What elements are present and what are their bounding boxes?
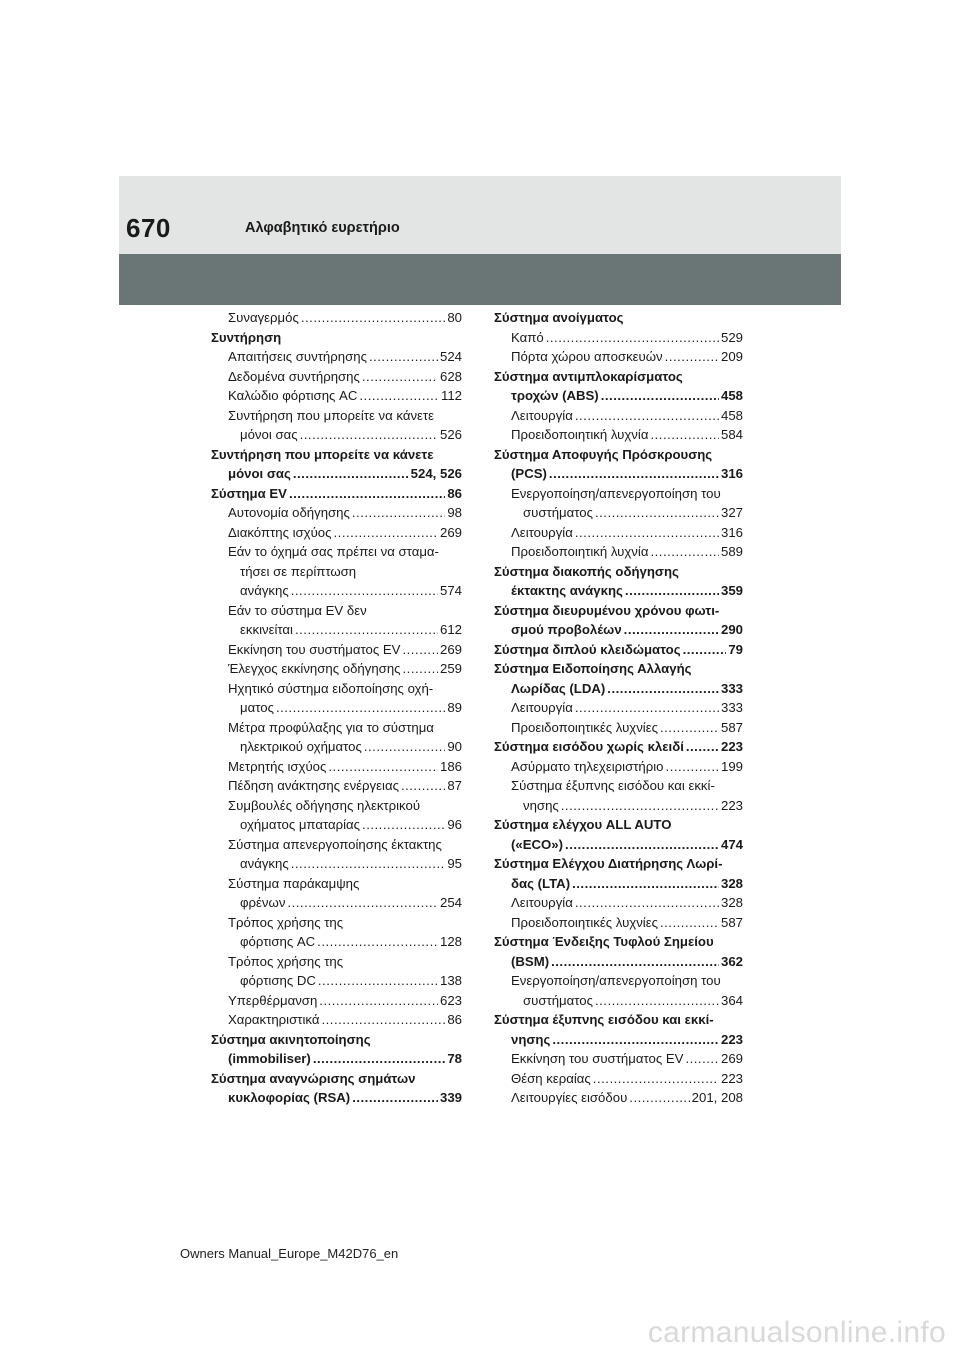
dot-leader bbox=[289, 484, 445, 504]
index-entry bbox=[211, 698, 462, 718]
page-reference: 98 bbox=[447, 505, 462, 520]
dot-leader bbox=[595, 991, 719, 1011]
page-reference: 359 bbox=[720, 583, 743, 598]
dot-leader bbox=[401, 776, 445, 796]
index-term: Συμβουλές οδήγησης ηλεκτρικού bbox=[228, 797, 421, 813]
index-term: Ενεργοποίηση/απενεργοποίηση του bbox=[511, 485, 721, 501]
index-entry bbox=[211, 971, 462, 991]
index-entry bbox=[211, 523, 462, 543]
index-term: Σύστημα ελέγχου ALL AUTO bbox=[494, 817, 672, 832]
page-reference: 458 bbox=[720, 407, 743, 423]
index-entry bbox=[494, 659, 743, 679]
index-term: Καπό bbox=[511, 329, 544, 345]
page-reference: 628 bbox=[439, 368, 462, 384]
index-term: Συντήρηση bbox=[211, 329, 282, 345]
page-reference: 223 bbox=[720, 1070, 743, 1086]
index-term: Σύστημα εισόδου χωρίς κλειδί bbox=[494, 739, 684, 754]
index-term: ανάγκης bbox=[240, 856, 289, 871]
index-term: (immobiliser) bbox=[228, 1051, 311, 1066]
page-reference: 316 bbox=[720, 524, 743, 540]
index-term: (BSM) bbox=[511, 953, 550, 969]
index-entry bbox=[494, 698, 743, 718]
index-term: Διακόπτης ισχύος bbox=[228, 524, 332, 540]
index-term: Έλεγχος εκκίνησης οδήγησης bbox=[228, 661, 401, 676]
dot-leader bbox=[572, 874, 719, 894]
index-term: φρένων bbox=[240, 895, 286, 910]
dot-leader bbox=[575, 698, 719, 718]
index-entry bbox=[211, 835, 462, 855]
index-term: Δεδομένα συντήρησης bbox=[228, 368, 360, 384]
index-term: Τρόπος χρήσης της bbox=[228, 953, 344, 969]
page-reference: 529 bbox=[720, 329, 743, 345]
page-reference: 587 bbox=[720, 914, 743, 930]
index-entry bbox=[494, 542, 743, 562]
page-reference: 186 bbox=[439, 758, 462, 774]
index-entry bbox=[494, 367, 743, 387]
dot-leader bbox=[352, 1088, 438, 1108]
dot-leader bbox=[565, 835, 719, 855]
index-entry bbox=[211, 328, 462, 348]
dot-leader bbox=[625, 581, 719, 601]
index-term: Συναγερμός bbox=[228, 310, 299, 325]
page-reference: 524 bbox=[439, 349, 462, 364]
index-term: Εκκίνηση του συστήματος EV bbox=[511, 1051, 684, 1066]
index-term: Καλώδιο φόρτισης AC bbox=[228, 388, 358, 403]
index-entry bbox=[494, 445, 743, 465]
page-reference: 80 bbox=[447, 310, 462, 325]
index-term: έκτακτης ανάγκης bbox=[511, 583, 623, 598]
index-entry bbox=[494, 796, 743, 816]
index-entry bbox=[211, 308, 462, 328]
page-reference: 78 bbox=[447, 1051, 462, 1066]
index-entry bbox=[211, 757, 462, 777]
dot-leader bbox=[601, 386, 719, 406]
page-reference: 328 bbox=[720, 895, 743, 910]
index-entry bbox=[211, 854, 462, 874]
page-reference: 362 bbox=[720, 953, 743, 969]
index-term: συστήματος bbox=[523, 992, 593, 1008]
index-term: ανάγκης bbox=[240, 583, 289, 598]
index-entry bbox=[494, 308, 743, 328]
index-entry bbox=[211, 620, 462, 640]
index-term: νησης bbox=[523, 797, 559, 813]
dot-leader bbox=[352, 503, 445, 523]
index-term: Σύστημα διευρυμένου χρόνου φωτι- bbox=[494, 602, 720, 618]
index-entry bbox=[211, 581, 462, 601]
index-entry bbox=[211, 874, 462, 894]
page-reference: 526 bbox=[439, 427, 462, 442]
dot-leader bbox=[686, 737, 719, 757]
index-term: μόνοι σας bbox=[240, 427, 298, 442]
index-entry bbox=[211, 562, 462, 582]
index-term: Λειτουργίες εισόδου bbox=[511, 1090, 628, 1105]
page-reference: 612 bbox=[439, 622, 462, 637]
index-term: Πέδηση ανάκτησης ενέργειας bbox=[228, 778, 399, 793]
document-footer: Owners Manual_Europe_M42D76_en bbox=[180, 1246, 399, 1261]
index-entry bbox=[494, 718, 743, 738]
index-entry bbox=[494, 484, 743, 504]
index-term: Λειτουργία bbox=[511, 407, 573, 423]
index-entry bbox=[494, 893, 743, 913]
index-term: Υπερθέρμανση bbox=[228, 992, 318, 1008]
dot-leader bbox=[666, 757, 719, 777]
dot-leader bbox=[575, 523, 719, 543]
index-entry bbox=[211, 1088, 462, 1108]
index-term: Χαρακτηριστικά bbox=[228, 1012, 320, 1027]
dot-leader bbox=[362, 815, 445, 835]
index-term: Απαιτήσεις συντήρησης bbox=[228, 349, 367, 364]
index-entry bbox=[494, 601, 743, 621]
index-term: Σύστημα αναγνώρισης σημάτων bbox=[211, 1070, 416, 1086]
index-entry bbox=[494, 620, 743, 640]
index-term: ηλεκτρικού οχήματος bbox=[240, 739, 362, 754]
index-term: Σύστημα Ειδοποίησης Αλλαγής bbox=[494, 661, 692, 676]
dot-leader bbox=[301, 308, 445, 328]
index-term: Λωρίδας (LDA) bbox=[511, 680, 606, 696]
index-entry bbox=[494, 991, 743, 1011]
index-term: Σύστημα έξυπνης εισόδου και εκκί- bbox=[511, 778, 715, 793]
index-term: Λειτουργία bbox=[511, 700, 573, 715]
index-entry bbox=[211, 406, 462, 426]
index-term: οχήματος μπαταρίας bbox=[240, 817, 361, 832]
dot-leader bbox=[328, 757, 438, 777]
index-term: Αυτονομία οδήγησης bbox=[228, 505, 350, 520]
index-entry bbox=[211, 1030, 462, 1050]
index-entry bbox=[211, 1069, 462, 1089]
index-entry bbox=[494, 328, 743, 348]
dot-leader bbox=[295, 620, 438, 640]
index-entry bbox=[494, 815, 743, 835]
page-reference: 79 bbox=[728, 641, 743, 657]
header-bar bbox=[119, 176, 841, 254]
page-reference: 587 bbox=[720, 719, 743, 735]
index-entry bbox=[494, 640, 743, 660]
dot-leader bbox=[362, 367, 438, 387]
dot-leader bbox=[575, 893, 719, 913]
index-term: Μέτρα προφύλαξης για το σύστημα bbox=[228, 719, 434, 735]
index-term: κυκλοφορίας (RSA) bbox=[228, 1090, 351, 1105]
index-entry bbox=[494, 425, 743, 445]
page-reference: 254 bbox=[439, 895, 462, 910]
dot-leader bbox=[403, 659, 438, 679]
dot-leader bbox=[291, 581, 438, 601]
index-column-left bbox=[211, 308, 462, 1108]
page-reference: 87 bbox=[447, 778, 462, 793]
index-term: φόρτισης DC bbox=[240, 973, 316, 988]
dot-leader bbox=[319, 991, 438, 1011]
index-entry bbox=[494, 737, 743, 757]
page-reference: 259 bbox=[439, 661, 462, 676]
dot-leader bbox=[551, 952, 719, 972]
index-entry bbox=[211, 952, 462, 972]
index-term: νησης bbox=[511, 1031, 551, 1047]
index-column-right bbox=[494, 308, 743, 1108]
dot-leader bbox=[660, 718, 719, 738]
dot-leader bbox=[369, 347, 438, 367]
dot-leader bbox=[607, 679, 719, 699]
page-reference: 86 bbox=[447, 485, 462, 501]
index-term: Μετρητής ισχύος bbox=[228, 758, 327, 774]
page-reference: 112 bbox=[440, 388, 462, 403]
index-entry bbox=[494, 679, 743, 699]
header-band bbox=[119, 254, 841, 305]
index-entry bbox=[494, 386, 743, 406]
index-entry bbox=[211, 932, 462, 952]
index-term: Σύστημα απενεργοποίησης έκτακτης bbox=[228, 836, 442, 852]
index-term: Λειτουργία bbox=[511, 895, 573, 910]
index-term: Προειδοποιητική λυχνία bbox=[511, 544, 649, 559]
dot-leader bbox=[660, 913, 719, 933]
page-reference: 209 bbox=[720, 349, 743, 364]
index-entry bbox=[494, 1010, 743, 1030]
index-term: Σύστημα Ένδειξης Τυφλού Σημείου bbox=[494, 934, 714, 949]
index-entry bbox=[211, 815, 462, 835]
index-entry bbox=[494, 523, 743, 543]
page-reference: 269 bbox=[439, 641, 462, 657]
index-entry bbox=[211, 425, 462, 445]
dot-leader bbox=[685, 1049, 719, 1069]
dot-leader bbox=[291, 854, 446, 874]
index-term: φόρτισης AC bbox=[240, 934, 316, 949]
index-entry bbox=[494, 1049, 743, 1069]
dot-leader bbox=[318, 971, 438, 991]
index-entry bbox=[494, 952, 743, 972]
index-term: Σύστημα EV bbox=[211, 485, 287, 501]
index-entry bbox=[494, 1088, 743, 1108]
dot-leader bbox=[624, 620, 719, 640]
index-term: Σύστημα Ελέγχου Διατήρησης Λωρί- bbox=[494, 856, 723, 871]
page-reference: 316 bbox=[720, 466, 743, 481]
index-term: Προειδοποιητικές λυχνίες bbox=[511, 914, 658, 930]
index-entry bbox=[211, 445, 462, 465]
dot-leader bbox=[595, 503, 719, 523]
index-term: Εάν το όχημά σας πρέπει να σταμα- bbox=[228, 544, 439, 559]
index-term: τροχών (ABS) bbox=[511, 388, 599, 403]
index-entry bbox=[211, 796, 462, 816]
index-term: Ασύρματο τηλεχειριστήριο bbox=[511, 758, 664, 774]
dot-leader bbox=[552, 1030, 719, 1050]
index-term: Προειδοποιητική λυχνία bbox=[511, 427, 649, 442]
dot-leader bbox=[546, 328, 719, 348]
dot-leader bbox=[683, 640, 727, 660]
index-entry bbox=[494, 503, 743, 523]
index-term: («ECO») bbox=[511, 836, 564, 852]
index-term: μόνοι σας bbox=[228, 466, 291, 481]
index-entry bbox=[211, 659, 462, 679]
dot-leader bbox=[629, 1088, 689, 1108]
page-reference: 199 bbox=[720, 758, 743, 774]
page-reference: 458 bbox=[720, 388, 743, 403]
index-entry bbox=[211, 367, 462, 387]
dot-leader bbox=[561, 796, 719, 816]
index-term: εκκινείται bbox=[240, 622, 293, 637]
page-reference: 290 bbox=[720, 622, 743, 637]
dot-leader bbox=[549, 464, 719, 484]
index-entry bbox=[211, 737, 462, 757]
page-reference: 327 bbox=[720, 505, 743, 520]
index-term: Σύστημα έξυπνης εισόδου και εκκί- bbox=[494, 1012, 714, 1027]
index-entry bbox=[211, 679, 462, 699]
index-term: Σύστημα ανοίγματος bbox=[494, 310, 624, 325]
index-entry bbox=[494, 971, 743, 991]
index-entry bbox=[494, 932, 743, 952]
index-term: Συντήρηση που μπορείτε να κάνετε bbox=[211, 446, 434, 462]
index-entry bbox=[211, 484, 462, 504]
index-entry bbox=[211, 640, 462, 660]
page-reference: 128 bbox=[439, 934, 462, 949]
index-term: Ενεργοποίηση/απενεργοποίηση του bbox=[511, 973, 721, 988]
index-term: Σύστημα διπλού κλειδώματος bbox=[494, 641, 681, 657]
index-entry bbox=[211, 1049, 462, 1069]
page-reference: 269 bbox=[720, 1051, 743, 1066]
dot-leader bbox=[300, 425, 438, 445]
index-entry bbox=[211, 913, 462, 933]
dot-leader bbox=[276, 698, 445, 718]
index-entry bbox=[494, 835, 743, 855]
index-entry bbox=[211, 1010, 462, 1030]
dot-leader bbox=[593, 1069, 719, 1089]
page-reference: 333 bbox=[720, 680, 743, 696]
index-entry bbox=[211, 386, 462, 406]
page-reference: 96 bbox=[447, 817, 462, 832]
index-entry bbox=[494, 776, 743, 796]
index-entry bbox=[494, 562, 743, 582]
index-term: σμού προβολέων bbox=[511, 622, 622, 637]
index-term: Σύστημα διακοπής οδήγησης bbox=[494, 563, 679, 579]
index-term: ματος bbox=[240, 700, 274, 715]
index-entry bbox=[494, 757, 743, 777]
index-term: Θέση κεραίας bbox=[511, 1070, 591, 1086]
dot-leader bbox=[402, 640, 438, 660]
watermark[interactable]: carmanualsonline.info bbox=[647, 1316, 946, 1349]
index-entry bbox=[494, 913, 743, 933]
section-title: Αλφαβητικό ευρετήριο bbox=[245, 220, 400, 236]
page-reference: 574 bbox=[439, 583, 462, 598]
index-term: Συντήρηση που μπορείτε να κάνετε bbox=[228, 407, 435, 423]
page-reference: 623 bbox=[439, 992, 462, 1008]
page-reference: 223 bbox=[720, 1031, 743, 1047]
index-entry bbox=[211, 718, 462, 738]
index-term: Σύστημα παράκαμψης bbox=[228, 875, 360, 891]
page-reference: 333 bbox=[720, 700, 743, 715]
index-entry bbox=[211, 464, 462, 484]
index-entry bbox=[494, 1069, 743, 1089]
index-term: Πόρτα χώρου αποσκευών bbox=[511, 349, 663, 364]
index-term: συστήματος bbox=[523, 505, 593, 520]
index-entry bbox=[211, 601, 462, 621]
index-entry bbox=[494, 854, 743, 874]
page-reference: 86 bbox=[447, 1012, 462, 1027]
index-entry bbox=[211, 503, 462, 523]
dot-leader bbox=[321, 1010, 445, 1030]
page-number: 670 bbox=[126, 213, 171, 243]
page-reference: 90 bbox=[447, 739, 462, 754]
page-reference: 589 bbox=[720, 544, 743, 559]
index-entry bbox=[494, 581, 743, 601]
index-term: (PCS) bbox=[511, 466, 547, 481]
index-entry bbox=[494, 874, 743, 894]
dot-leader bbox=[364, 737, 445, 757]
index-entry bbox=[211, 776, 462, 796]
page-reference: 328 bbox=[720, 875, 743, 891]
dot-leader bbox=[665, 347, 719, 367]
index-entry bbox=[211, 542, 462, 562]
page-reference: 584 bbox=[720, 427, 743, 442]
dot-leader bbox=[293, 464, 409, 484]
dot-leader bbox=[650, 425, 719, 445]
index-entry bbox=[494, 1030, 743, 1050]
page-reference: 339 bbox=[439, 1090, 462, 1105]
index-term: Εκκίνηση του συστήματος EV bbox=[228, 641, 401, 657]
dot-leader bbox=[317, 932, 438, 952]
page-reference: 524, 526 bbox=[410, 466, 462, 481]
index-term: Τρόπος χρήσης της bbox=[228, 914, 344, 930]
dot-leader bbox=[575, 406, 719, 426]
index-term: τήσει σε περίπτωση bbox=[240, 563, 357, 579]
dot-leader bbox=[287, 893, 438, 913]
dot-leader bbox=[313, 1049, 446, 1069]
index-entry bbox=[494, 406, 743, 426]
page-reference: 223 bbox=[720, 739, 743, 754]
index-term: Σύστημα Αποφυγής Πρόσκρουσης bbox=[494, 446, 713, 462]
index-term: Σύστημα αντιμπλοκαρίσματος bbox=[494, 368, 683, 384]
page-reference: 474 bbox=[720, 836, 743, 852]
page-reference: 138 bbox=[439, 973, 462, 988]
page-reference: 201, 208 bbox=[691, 1090, 743, 1105]
index-entry bbox=[494, 464, 743, 484]
dot-leader bbox=[650, 542, 719, 562]
page-reference: 95 bbox=[447, 856, 462, 871]
index-term: δας (LTA) bbox=[511, 875, 571, 891]
dot-leader bbox=[359, 386, 439, 406]
index-term: Προειδοποιητικές λυχνίες bbox=[511, 719, 658, 735]
index-entry bbox=[211, 347, 462, 367]
index-term: Εάν το σύστημα EV δεν bbox=[228, 602, 367, 618]
page-reference: 269 bbox=[439, 524, 462, 540]
page-reference: 223 bbox=[720, 797, 743, 813]
index-term: Λειτουργία bbox=[511, 524, 573, 540]
index-term: Σύστημα ακινητοποίησης bbox=[211, 1031, 371, 1047]
index-entry bbox=[211, 991, 462, 1011]
page-reference: 89 bbox=[447, 700, 462, 715]
index-entry bbox=[211, 893, 462, 913]
index-term: Ηχητικό σύστημα ειδοποίησης οχή- bbox=[228, 680, 434, 696]
dot-leader bbox=[334, 523, 438, 543]
page-reference: 364 bbox=[720, 992, 743, 1008]
index-entry bbox=[494, 347, 743, 367]
